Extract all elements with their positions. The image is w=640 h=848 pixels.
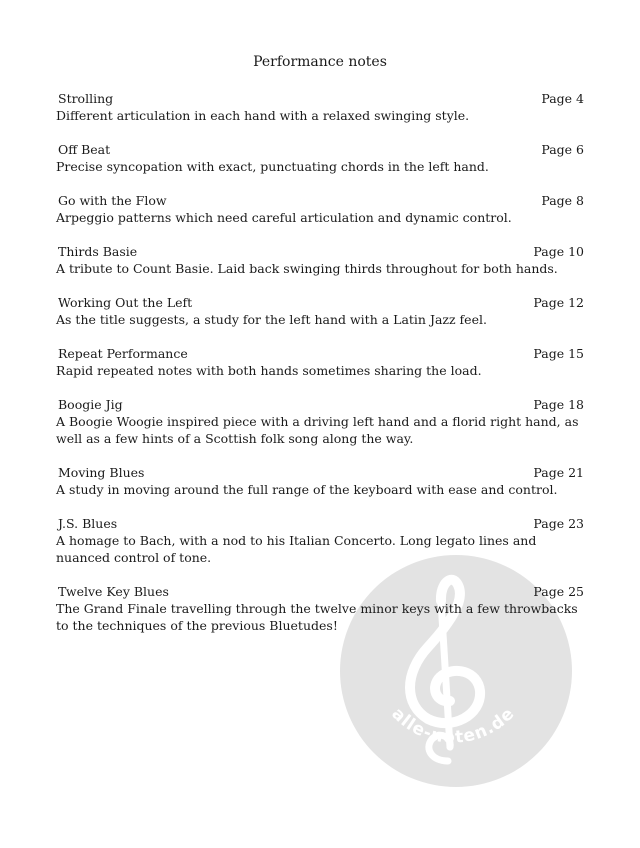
piece-title: Thirds Basie: [58, 244, 138, 259]
piece-description: Arpeggio patterns which need careful articulation and dynamic control.: [56, 210, 512, 225]
piece-title: Boogie Jig: [58, 397, 123, 412]
page-reference: Page 21: [533, 465, 584, 480]
list-item: [56, 141, 586, 175]
page-title: Performance notes: [253, 54, 387, 70]
piece-title: J.S. Blues: [58, 516, 118, 531]
piece-description: A study in moving around the full range of the keyboard with ease and control.: [56, 482, 558, 497]
piece-description: Precise syncopation with exact, punctuating chords in the left hand.: [56, 159, 489, 174]
page-reference: Page 12: [533, 295, 584, 310]
list-item: [56, 192, 586, 226]
list-item: [56, 294, 586, 328]
list-item: [56, 515, 586, 566]
piece-title: Repeat Performance: [58, 346, 188, 361]
page-reference: Page 25: [533, 584, 584, 599]
piece-title: Working Out the Left: [58, 295, 193, 310]
page-reference: Page 4: [541, 91, 584, 106]
piece-title: Off Beat: [58, 142, 111, 157]
list-item: [56, 583, 586, 634]
list-item: [56, 345, 586, 379]
piece-description: A homage to Bach, with a nod to his Italian Concerto. Long legato lines and nuanced control of tone.: [56, 533, 537, 565]
list-item: [56, 243, 586, 277]
piece-description: Different articulation in each hand with a relaxed swinging style.: [56, 108, 470, 123]
piece-description: A Boogie Woogie inspired piece with a driving left hand and a florid right hand, as well as a few hints of a Scottish folk song along the way.: [56, 414, 579, 446]
piece-description: As the title suggests, a study for the left hand with a Latin Jazz feel.: [56, 312, 487, 327]
piece-description: The Grand Finale travelling through the twelve minor keys with a few throwbacks to the techniques of the previous Bluetudes!: [56, 601, 578, 633]
page-reference: Page 10: [533, 244, 584, 259]
list-item: [56, 464, 586, 498]
page-reference: Page 8: [541, 193, 584, 208]
page-reference: Page 18: [533, 397, 584, 412]
page-reference: Page 15: [533, 346, 584, 361]
piece-description: Rapid repeated notes with both hands sometimes sharing the load.: [56, 363, 482, 378]
piece-title: Go with the Flow: [58, 193, 167, 208]
piece-title: Moving Blues: [58, 465, 145, 480]
list-item: [56, 396, 586, 447]
piece-title: Strolling: [58, 91, 114, 106]
page-reference: Page 23: [533, 516, 584, 531]
page-reference: Page 6: [541, 142, 584, 157]
piece-title: Twelve Key Blues: [58, 584, 169, 599]
watermark-text: alle-noten.de: [387, 703, 519, 748]
piece-description: A tribute to Count Basie. Laid back swinging thirds throughout for both hands.: [56, 261, 558, 276]
list-item: [56, 90, 586, 124]
